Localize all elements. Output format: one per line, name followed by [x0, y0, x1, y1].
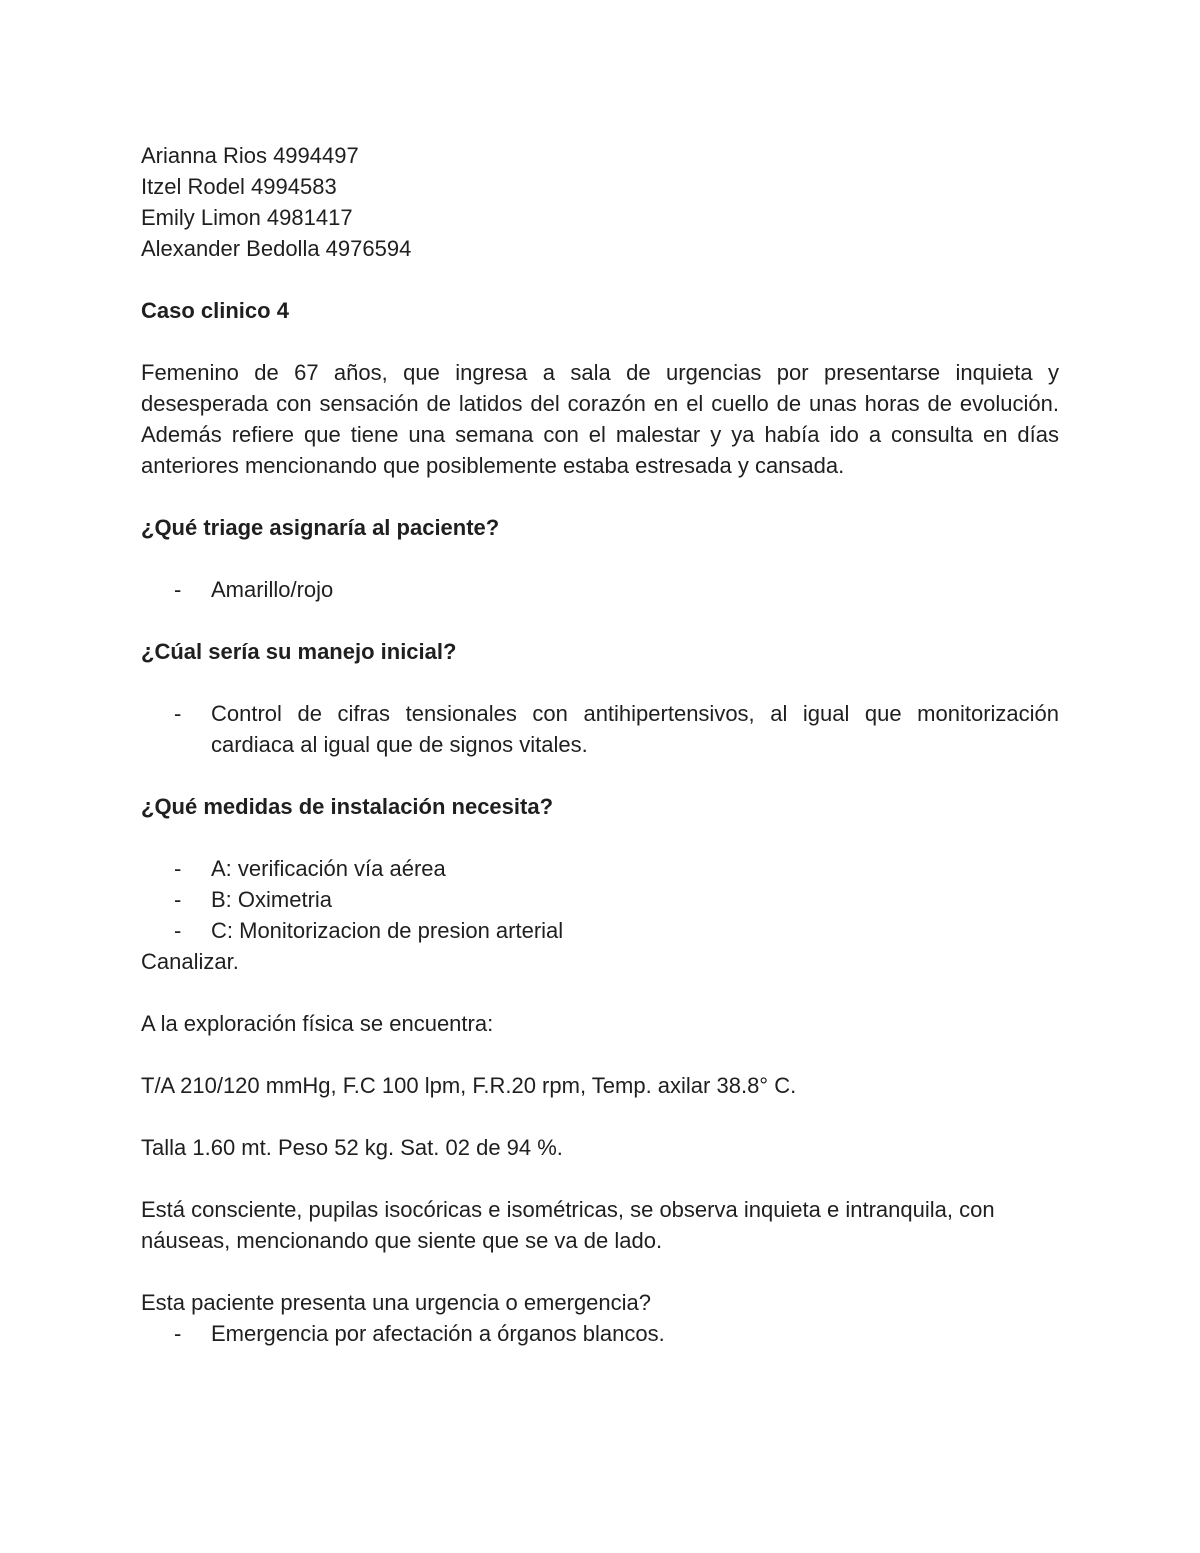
vital-signs: T/A 210/120 mmHg, F.C 100 lpm, F.R.20 rpm, Temp. axilar 38.8° C. [141, 1073, 797, 1098]
list-item [141, 1318, 1059, 1349]
question-initial-management: ¿Cúal sería su manejo inicial? [141, 639, 457, 664]
triage-answer-list [141, 574, 1059, 605]
question-triage: ¿Qué triage asignaría al paciente? [141, 515, 500, 540]
management-answer-list [141, 698, 1059, 760]
answer-text: Amarillo/rojo [211, 577, 334, 602]
list-item [141, 574, 1059, 605]
answer-text: B: Oximetria [211, 887, 333, 912]
list-item [141, 853, 1059, 884]
dash-bullet: - [174, 918, 182, 943]
document-page [141, 140, 1059, 1349]
answer-text: Control de cifras tensionales con antihipertensivos, al igual que monitorización cardiaca al igual que de signos vitales. [211, 701, 1059, 757]
list-item [141, 915, 1059, 946]
case-title: Caso clinico 4 [141, 298, 289, 323]
list-item [141, 884, 1059, 915]
installation-answer-list [141, 853, 1059, 946]
list-item [141, 698, 1059, 760]
author-line: Emily Limon 4981417 [141, 205, 353, 230]
case-description: Femenino de 67 años, que ingresa a sala de urgencias por presentarse inquieta y desesperada con sensación de latidos del corazón en el cuello de unas horas de evolución. Además refiere que tiene una semana con el malestar y ya había ido a consulta en días anteriores mencionando que posiblemente estaba estresada y cansada. [141, 360, 1059, 478]
dash-bullet: - [174, 1321, 182, 1346]
author-line: Arianna Rios 4994497 [141, 143, 359, 168]
dash-bullet: - [174, 887, 182, 912]
exploration-intro: A la exploración física se encuentra: [141, 1011, 494, 1036]
question-urgency: Esta paciente presenta una urgencia o emergencia? [141, 1290, 652, 1315]
body-measures: Talla 1.60 mt. Peso 52 kg. Sat. 02 de 94 %. [141, 1135, 563, 1160]
canalizar-text: Canalizar. [141, 949, 239, 974]
answer-text: C: Monitorizacion de presion arterial [211, 918, 564, 943]
answer-text: Emergencia por afectación a órganos blancos. [211, 1321, 665, 1346]
dash-bullet: - [174, 701, 182, 726]
urgency-answer-list [141, 1318, 1059, 1349]
question-installation-measures: ¿Qué medidas de instalación necesita? [141, 794, 554, 819]
author-line: Alexander Bedolla 4976594 [141, 236, 412, 261]
dash-bullet: - [174, 577, 182, 602]
author-line: Itzel Rodel 4994583 [141, 174, 337, 199]
answer-text: A: verificación vía aérea [211, 856, 446, 881]
clinical-findings: Está consciente, pupilas isocóricas e isométricas, se observa inquieta e intranquila, con náuseas, mencionando que siente que se va de lado. [141, 1197, 995, 1253]
dash-bullet: - [174, 856, 182, 881]
